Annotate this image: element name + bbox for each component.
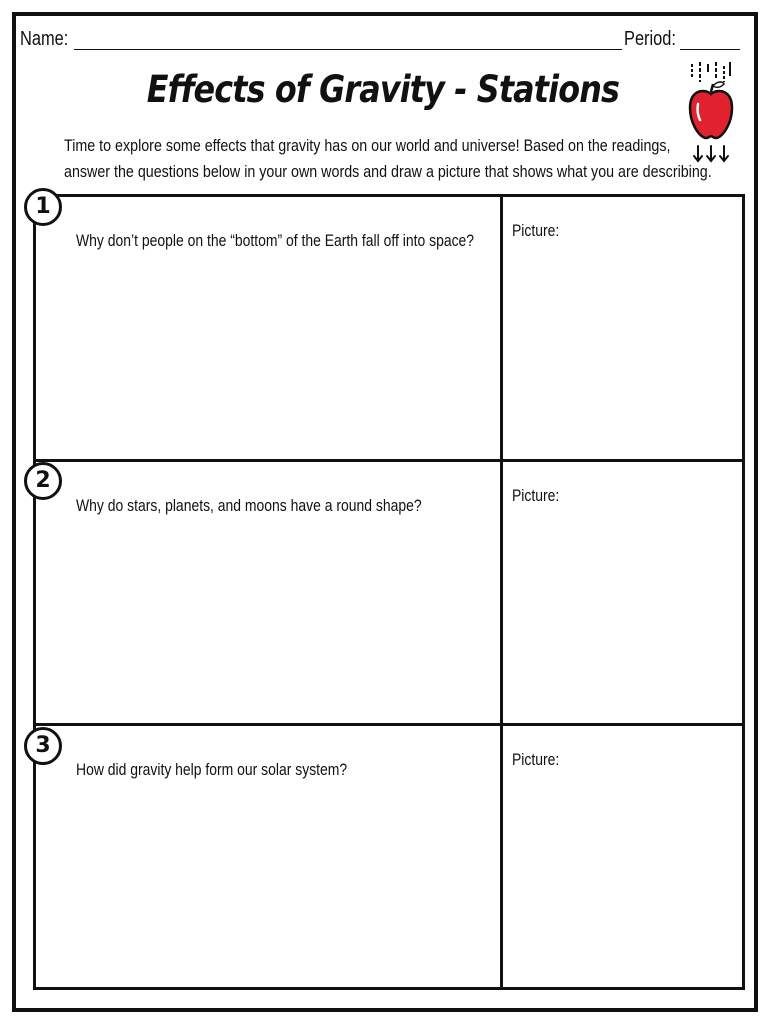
name-blank[interactable] — [74, 49, 622, 50]
station-2-question: Why do stars, planets, and moons have a round shape? — [76, 496, 422, 515]
header — [20, 24, 744, 58]
period-blank[interactable] — [680, 49, 740, 50]
period-label: Period: — [624, 28, 676, 50]
station-number-2: 2 — [24, 462, 62, 500]
station-3-picture-label: Picture: — [512, 750, 560, 769]
page-title: Effects of Gravity - Stations — [146, 68, 620, 111]
station-row-2 — [36, 462, 742, 726]
name-label: Name: — [20, 28, 69, 50]
column-divider — [500, 197, 503, 459]
station-1-picture-label: Picture: — [512, 221, 560, 240]
intro-line-2: answer the questions below in your own words and draw a picture that shows what you are describing. — [64, 162, 712, 181]
station-number-3: 3 — [24, 727, 62, 765]
station-2-picture-label: Picture: — [512, 486, 560, 505]
intro-line-1: Time to explore some effects that gravity has on our world and universe! Based on the readings, — [64, 136, 671, 155]
stations-table — [33, 194, 745, 990]
station-1-question: Why don’t people on the “bottom” of the Earth fall off into space? — [76, 231, 475, 250]
intro-text — [64, 133, 712, 185]
column-divider — [500, 726, 503, 987]
station-3-question: How did gravity help form our solar system? — [76, 760, 348, 779]
station-row-1 — [36, 197, 742, 462]
station-number-1: 1 — [24, 188, 62, 226]
station-row-3 — [36, 726, 742, 987]
column-divider — [500, 462, 503, 723]
